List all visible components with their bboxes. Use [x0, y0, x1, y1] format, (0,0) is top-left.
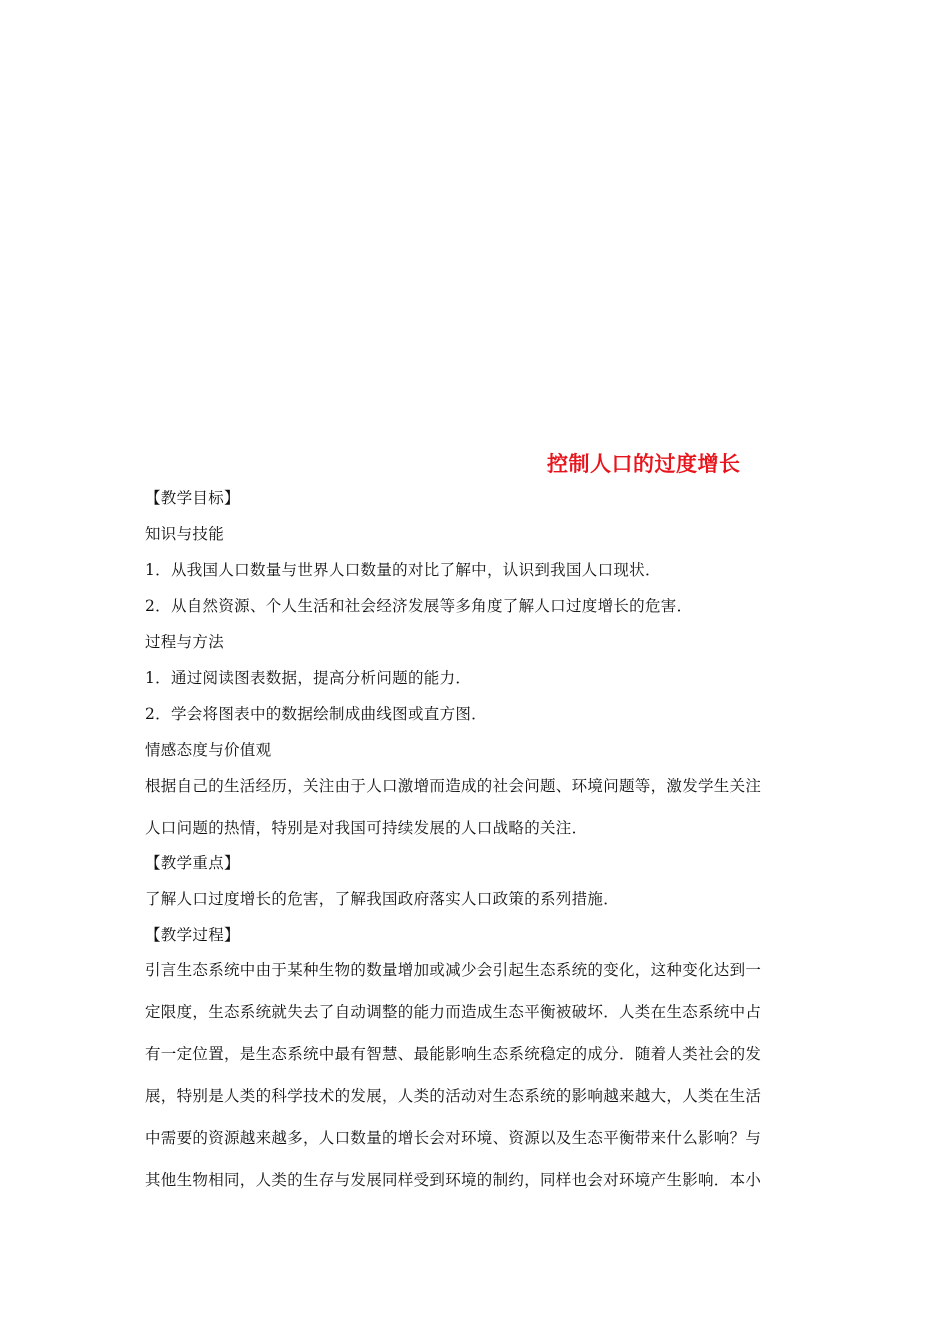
paragraph-line: 有一定位置，是生态系统中最有智慧、最能影响生态系统稳定的成分．随着人类社会的发	[145, 1045, 762, 1063]
paragraph-line: 人口问题的热情，特别是对我国可持续发展的人口战略的关注．	[145, 819, 588, 837]
subheading-process-method: 过程与方法	[145, 633, 225, 651]
paragraph-line: 中需要的资源越来越多，人口数量的增长会对环境、资源以及生态平衡带来什么影响？与	[145, 1129, 762, 1147]
document-title: 控制人口的过度增长	[547, 452, 741, 476]
section-heading-teaching-process: 【教学过程】	[145, 926, 240, 944]
goal-item: 1．通过阅读图表数据，提高分析问题的能力．	[145, 669, 472, 687]
subheading-attitude-values: 情感态度与价值观	[145, 741, 272, 759]
goal-item: 2．从自然资源、个人生活和社会经济发展等多角度了解人口过度增长的危害．	[145, 597, 693, 615]
paragraph-line: 根据自己的生活经历，关注由于人口激增而造成的社会问题、环境问题等，激发学生关注	[145, 777, 762, 795]
paragraph-line: 展，特别是人类的科学技术的发展，人类的活动对生态系统的影响越来越大，人类在生活	[145, 1087, 762, 1105]
goal-item: 2．学会将图表中的数据绘制成曲线图或直方图．	[145, 705, 487, 723]
subheading-knowledge-skills: 知识与技能	[145, 525, 225, 543]
paragraph-line: 了解人口过度增长的危害，了解我国政府落实人口政策的系列措施．	[145, 890, 620, 908]
section-heading-key-points: 【教学重点】	[145, 854, 240, 872]
paragraph-line: 定限度，生态系统就失去了自动调整的能力而造成生态平衡被破坏．人类在生态系统中占	[145, 1003, 762, 1021]
section-heading-teaching-goals: 【教学目标】	[145, 489, 240, 507]
paragraph-line: 其他生物相同，人类的生存与发展同样受到环境的制约，同样也会对环境产生影响．本小	[145, 1171, 762, 1189]
goal-item: 1．从我国人口数量与世界人口数量的对比了解中，认识到我国人口现状．	[145, 561, 661, 579]
paragraph-line: 引言生态系统中由于某种生物的数量增加或减少会引起生态系统的变化，这种变化达到一	[145, 961, 762, 979]
